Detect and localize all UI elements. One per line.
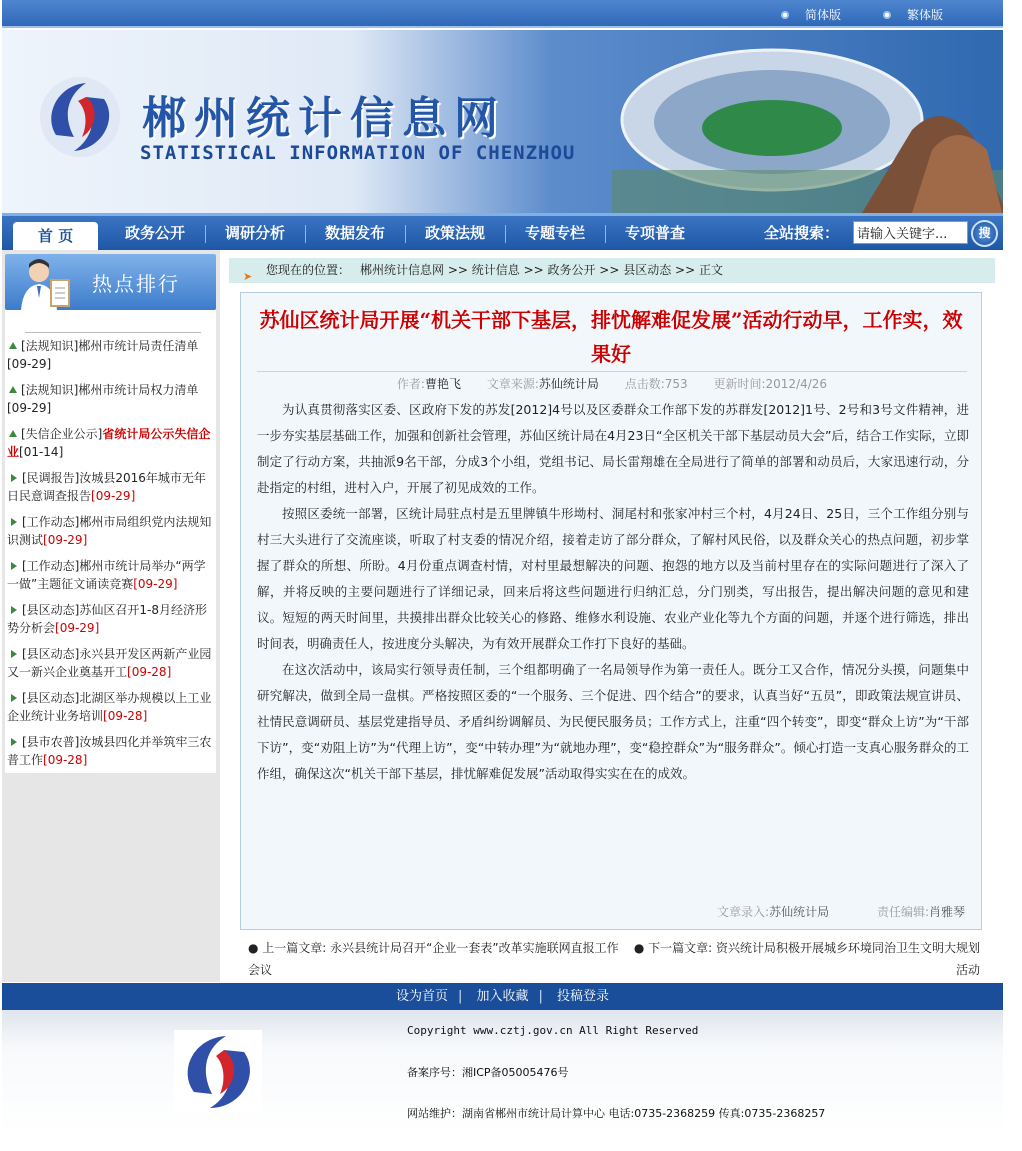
hot-item[interactable]: [县区动态]永兴县开发区两新产业园又一新兴企业奠基开工[09-28] <box>7 647 212 679</box>
hot-item[interactable]: [失信企业公示]省统计局公示失信企业[01-14] <box>7 427 211 459</box>
arrow-bullet-icon <box>11 474 17 482</box>
stadium-image <box>612 40 1003 213</box>
nav-data[interactable]: 数据发布 <box>324 224 385 242</box>
breadcrumb-label: 您现在的位置： <box>266 263 351 277</box>
arrow-bullet-icon <box>11 518 17 526</box>
hot-item[interactable]: [工作动态]郴州市局组织党内法规知识测试[09-29] <box>7 515 212 547</box>
next-article[interactable]: ● 下一篇文章: 资兴统计局积极开展城乡环境同治卫生文明大规划活动 <box>633 941 980 977</box>
arrow-bullet-icon <box>11 606 17 614</box>
top-bar <box>2 0 1003 28</box>
article-title: 苏仙区统计局开展“机关干部下基层，排忧解难促发展”活动行动早，工作实，效果好 <box>259 308 963 366</box>
bullet-icon <box>781 11 789 19</box>
article-body <box>257 397 969 787</box>
nav-policy[interactable]: 政策法规 <box>424 224 485 242</box>
hot-item[interactable]: [工作动态]郴州市统计局举办“两学一做”主题征文诵读竞赛[09-29] <box>7 559 206 591</box>
search-label: 全站搜索： <box>764 224 840 242</box>
nav-home[interactable]: 首 页 <box>13 222 98 252</box>
article-paragraph: 按照区委统一部署，区统计局驻点村是五里牌镇牛形坳村、洞尾村和张家冲村三个村，4月24日、25日，三个工作组分别与村三大头进行了交流座谈，听取了村支委的情况介绍，接着走访了部分群众，了解村风民俗，以及群众关心的热点问题，初步掌握了群众的所想、所盼。4月份重点调查村情，对村里最想解决的问题、抱怨的地方以及当前村里存在的实际问题进行了深入了解，并将反映的主要问题进行了详细记录，回来后将这些问题进行归纳汇总，分门别类，写出报告，提出解决问题的意见和建议。短短的两天时间里，共摸排出群众比较关心的修路、维修水利设施、农业产业化等九个方面的问题，并逐个进行筛选，排出时间表，明确责任人，按进度分头解决，为有效开展群众工作打下良好的基础。 <box>257 506 969 651</box>
nav-government[interactable]: 政务公开 <box>124 224 185 242</box>
arrow-bullet-icon <box>11 694 17 702</box>
hot-ranking-list <box>5 310 216 773</box>
bullet-icon <box>883 11 891 19</box>
tree-bullet-icon <box>9 430 17 437</box>
simplified-link[interactable]: 简体版 <box>781 6 841 23</box>
tree-bullet-icon <box>9 342 17 349</box>
footer <box>2 1010 1003 1135</box>
breadcrumb-path[interactable]: 郴州统计信息网 >> 统计信息 >> 政务公开 >> 县区动态 >> 正文 <box>360 263 723 277</box>
hot-item[interactable]: [法规知识]郴州市统计局责任清单 [09-29] <box>7 339 199 371</box>
article-footer: 文章录入:苏仙统计局 责任编辑:肖雅琴 <box>717 905 965 919</box>
nav-research[interactable]: 调研分析 <box>224 224 285 242</box>
footer-logo-icon <box>174 1030 262 1112</box>
article-clicks: 753 <box>664 377 688 391</box>
prev-article[interactable]: ● 上一篇文章: 永兴县统计局召开“企业一套表”改革实施联网直报工作会议 <box>248 941 619 977</box>
article-updated: 2012/4/26 <box>765 377 828 391</box>
arrow-bullet-icon <box>11 650 17 658</box>
set-homepage-link[interactable]: 设为首页 <box>395 989 448 1004</box>
arrow-bullet-icon <box>11 738 17 746</box>
article-author: 曹艳飞 <box>424 377 461 391</box>
add-favorite-link[interactable]: 加入收藏 <box>476 989 529 1004</box>
site-title-en: STATISTICAL INFORMATION OF CHENZHOU <box>140 142 576 164</box>
article-meta: 作者:曹艳飞 文章来源:苏仙统计局 点击数:753 更新时间:2012/4/26 <box>257 371 967 392</box>
arrow-bullet-icon <box>11 562 17 570</box>
main-nav <box>2 213 1003 250</box>
footer-links: 设为首页 | 加入收藏 | 投稿登录 <box>2 983 1003 1010</box>
hot-item[interactable]: [县区动态]苏仙区召开1-8月经济形势分析会[09-29] <box>7 603 207 635</box>
hot-item[interactable]: [县区动态]北湖区举办规模以上工业企业统计业务培训[09-28] <box>7 691 212 723</box>
person-icon <box>17 258 77 310</box>
icp-text: 备案序号：湘ICP备05005476号 <box>407 1066 569 1079</box>
article <box>240 292 982 930</box>
site-banner <box>2 30 1003 213</box>
language-switch <box>781 6 943 23</box>
tree-bullet-icon <box>9 386 17 393</box>
hot-item[interactable]: [县市农普]汝城县四化并举筑牢三农普工作[09-28] <box>7 735 212 767</box>
breadcrumb <box>229 258 995 283</box>
nav-census[interactable]: 专项普查 <box>624 224 685 242</box>
submit-login-link[interactable]: 投稿登录 <box>557 989 610 1004</box>
traditional-link[interactable]: 繁体版 <box>883 6 943 23</box>
divider <box>25 332 201 333</box>
hot-item[interactable]: [法规知识]郴州市统计局权力清单 [09-29] <box>7 383 199 415</box>
search-button[interactable]: 搜 <box>971 220 998 247</box>
hot-ranking-header <box>5 254 216 310</box>
nav-topics[interactable]: 专题专栏 <box>524 224 585 242</box>
arrow-icon: ➤ <box>243 270 253 283</box>
article-source: 苏仙统计局 <box>538 377 599 391</box>
search-input[interactable] <box>853 221 968 244</box>
article-editor: 肖雅琴 <box>928 905 965 919</box>
copyright-text: Copyright www.cztj.gov.cn All Right Reserved <box>407 1024 699 1037</box>
site-title: 郴州统计信息网 <box>142 93 506 144</box>
article-paragraph: 在这次活动中，该局实行领导责任制，三个组都明确了一名局领导作为第一责任人。既分工又合作，情况分头摸，问题集中研究解决，做到全局一盘棋。严格按照区委的“一个服务、三个促进、四个结合”的要求，认真当好“五员”，即政策法规宣讲员、社情民意调研员、基层党建指导员、矛盾纠纷调解员、为民便民服务员；工作方式上，注重“四个转变”，即变“群众上访”为“干部下访”，变“劝阻上访”为“代理上访”，变“中转办理”为“就地办理”，变“稳控群众”为“服务群众”。倾心打造一支真心服务群众的工作组，确保这次“机关干部下基层，排忧解难促发展”活动取得实实在在的成效。 <box>257 662 969 781</box>
article-entry: 苏仙统计局 <box>769 905 830 919</box>
hot-ranking-title: 热点排行 <box>92 272 180 296</box>
hot-item[interactable]: [民调报告]汝城县2016年城市无年日民意调查报告[09-29] <box>7 471 206 503</box>
article-paragraph: 为认真贯彻落实区委、区政府下发的苏发[2012]4号以及区委群众工作部下发的苏群发[2012]1号、2号和3号文件精神，进一步夯实基层基础工作，加强和创新社会管理，苏仙区统计局在4月23日“全区机关干部下基层动员大会”后，结合工作实际，立即制定了行动方案，共抽派9名干部，分成3个小组，党组书记、局长雷翔雄在全局进行了简单的部署和动员后，大家迅速行动，分赴指定的村组，进村入户，开展了初见成效的工作。 <box>257 402 969 495</box>
logo-icon <box>38 75 122 159</box>
maintain-text: 网站维护：湖南省郴州市统计局计算中心 电话:0735-2368259 传真:0735-2368257 <box>407 1107 826 1120</box>
